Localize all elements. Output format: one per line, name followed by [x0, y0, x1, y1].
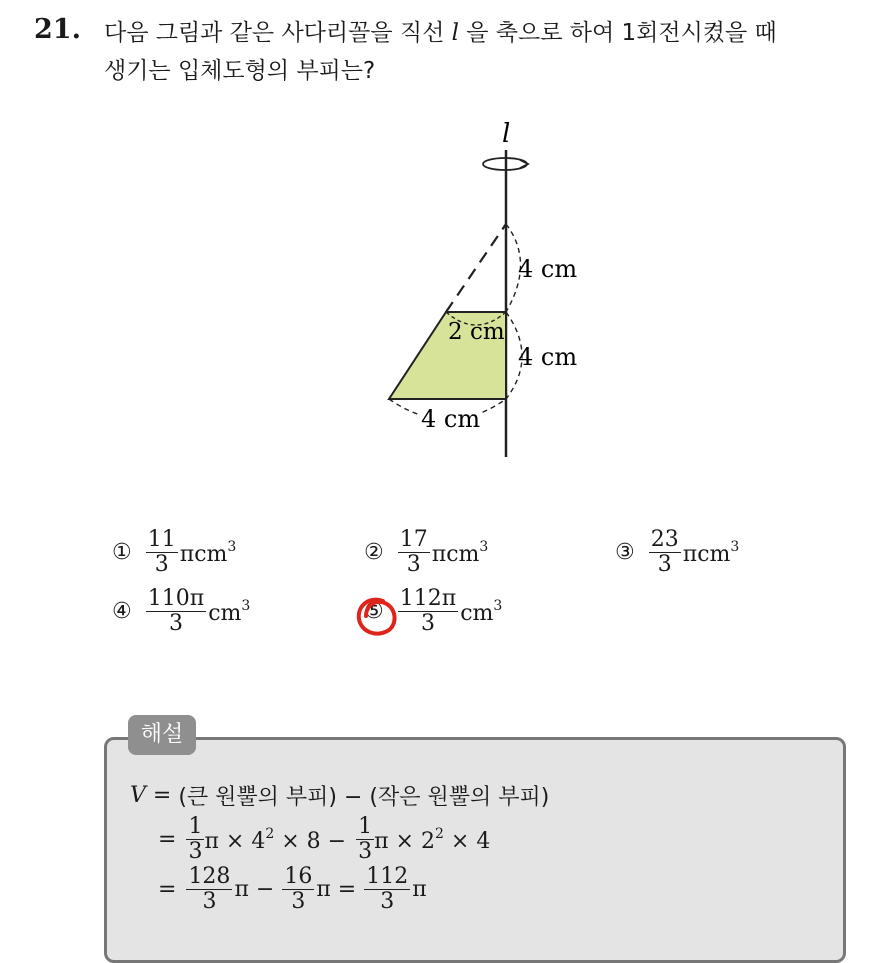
numerator: 112π: [399, 586, 457, 611]
term-text: π × 2: [374, 828, 435, 854]
option-fraction: [146, 528, 178, 577]
option-unit: [432, 539, 489, 567]
unit-text: cm: [208, 600, 242, 626]
denominator: 3: [188, 839, 203, 864]
unit-text: πcm: [179, 541, 228, 567]
unit-text: πcm: [682, 541, 731, 567]
solution-tag: 해설: [128, 715, 196, 755]
option-fraction: [398, 587, 458, 636]
option-2[interactable]: [364, 528, 488, 577]
denominator: 3: [291, 889, 306, 914]
option-marker: ③: [615, 540, 635, 565]
label-top-length: 4 cm: [518, 255, 578, 283]
solution-line-1: [130, 780, 549, 811]
numerator: 128: [188, 864, 231, 889]
unit-text: cm: [460, 600, 494, 626]
solution-definition: (큰 원뿔의 부피) − (작은 원뿔의 부피): [178, 785, 550, 810]
option-fraction: [649, 528, 681, 577]
option-unit: [208, 598, 250, 626]
option-fraction: [146, 587, 206, 636]
option-marker: ①: [112, 540, 132, 565]
label-top-edge: 2 cm: [448, 319, 505, 345]
equals-sign: =: [158, 877, 177, 902]
denominator: 3: [420, 611, 435, 636]
denominator: 3: [380, 889, 395, 914]
term: [204, 826, 346, 854]
term-text: π × 4: [204, 828, 266, 854]
unit-exponent: 3: [479, 538, 489, 555]
numerator: 17: [399, 527, 428, 552]
denominator: 3: [358, 839, 373, 864]
unit-exponent: 3: [730, 538, 740, 555]
term-text: × 8 −: [274, 828, 347, 854]
option-3[interactable]: [615, 528, 739, 577]
question-line1-post: 을 축으로 하여 1회전시켰을 때: [458, 20, 777, 46]
axis-variable: l: [451, 20, 459, 46]
equals-sign: =: [158, 827, 177, 852]
solution-line-3: [158, 865, 427, 914]
option-1[interactable]: [112, 528, 236, 577]
numerator: 1: [188, 814, 203, 839]
fraction: [364, 865, 410, 914]
denominator: 3: [202, 889, 217, 914]
option-marker: ④: [112, 599, 132, 624]
exponent: 2: [434, 825, 444, 842]
fraction: [356, 815, 374, 864]
numerator: 11: [147, 527, 176, 552]
cone-dashed-edge: [446, 224, 506, 312]
term: [374, 826, 490, 854]
numerator: 112: [366, 864, 409, 889]
question-line2: 생기는 입체도형의 부피는?: [104, 58, 376, 84]
exponent: 2: [265, 825, 275, 842]
option-marker: ⑤: [364, 599, 384, 624]
denominator: 3: [154, 552, 169, 577]
option-4[interactable]: [112, 587, 250, 636]
trapezoid-rotation-figure: [360, 112, 600, 462]
equals-sign: =: [145, 783, 179, 808]
answer-circle-mark: [353, 592, 403, 642]
label-bottom-length: 4 cm: [421, 405, 481, 433]
fraction: [186, 815, 204, 864]
question-text: [104, 14, 874, 90]
numerator: 1: [358, 814, 373, 839]
fraction: [186, 865, 232, 914]
question-number: 21.: [34, 14, 81, 45]
unit-exponent: 3: [227, 538, 237, 555]
unit-text: πcm: [431, 541, 480, 567]
unit-exponent: 3: [241, 597, 251, 614]
denominator: 3: [657, 552, 672, 577]
term: π =: [316, 877, 357, 902]
numerator: 16: [284, 864, 313, 889]
question-line1-pre: 다음 그림과 같은 사다리꼴을 직선: [104, 20, 452, 46]
denominator: 3: [406, 552, 421, 577]
term: π: [412, 877, 427, 902]
fraction: [282, 865, 314, 914]
denominator: 3: [168, 611, 183, 636]
option-fraction: [398, 528, 430, 577]
option-unit: [683, 539, 740, 567]
axis-label: l: [502, 119, 511, 149]
volume-variable: V: [130, 783, 146, 808]
option-marker: ②: [364, 540, 384, 565]
solution-line-2: [158, 815, 490, 864]
label-side-length: 4 cm: [518, 343, 578, 371]
option-unit: [460, 598, 502, 626]
term: π −: [234, 877, 275, 902]
numerator: 110π: [147, 586, 205, 611]
option-unit: [180, 539, 237, 567]
unit-exponent: 3: [493, 597, 503, 614]
term-text: × 4: [443, 828, 491, 854]
numerator: 23: [650, 527, 679, 552]
